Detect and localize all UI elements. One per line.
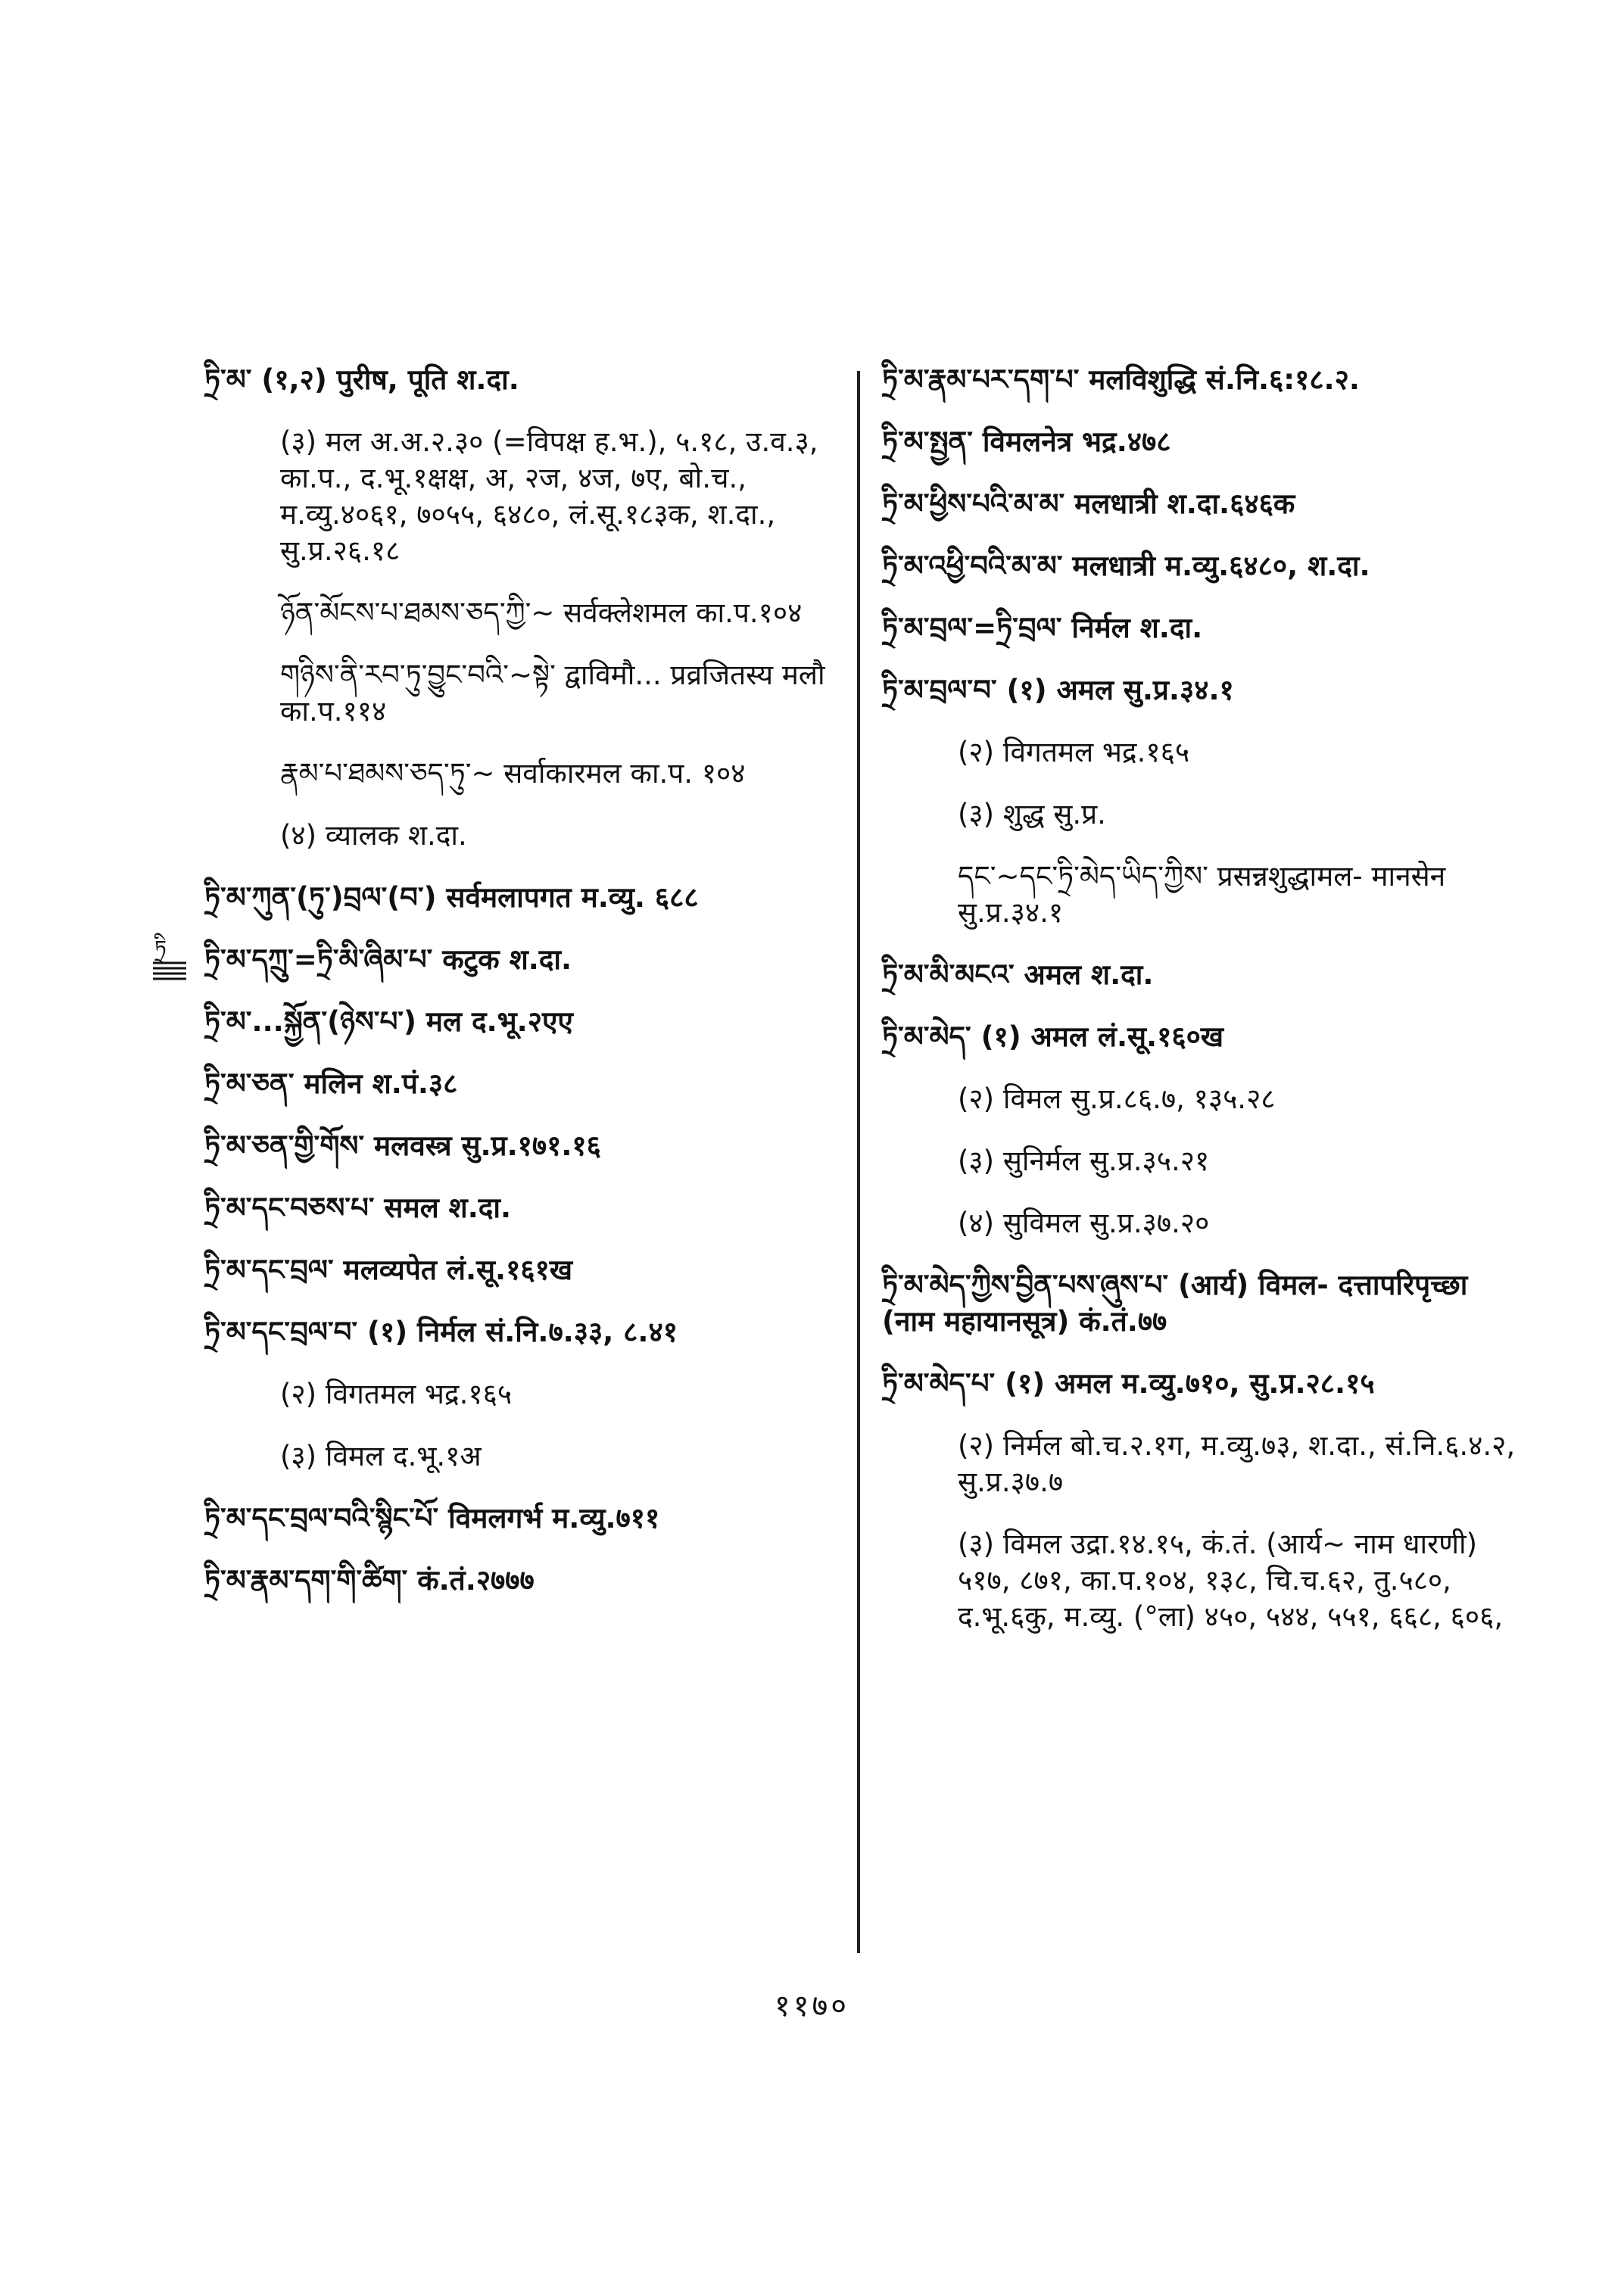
entry-headword: ཏྲི་མ་ (१,२) पुरीष, पूति श.दा.	[204, 363, 519, 396]
entry-phrase: རྣམ་པ་ཐམས་ཅད་ཏུ་~ सर्वाकारमल का.प. १०४	[280, 757, 746, 790]
entry-sense: (२) निर्मल बो.च.२.१ग, म.व्यु.७३, श.दा., सं.नि.६.४.२, सु.प्र.३७.७	[958, 1429, 1516, 1498]
entry-headword: ཏྲི་མ་རྣམ་དག་གི་ཚིག་ कं.तं.२७७७	[204, 1564, 535, 1597]
thumb-index-tab	[150, 933, 189, 983]
entry-headword: ཏྲི་མ་བྲལ་=ཏྲི་བྲལ་ निर्मल श.दा.	[882, 612, 1203, 644]
right-column	[882, 362, 1518, 1661]
entry-phrase: ཉོན་མོངས་པ་ཐམས་ཅད་ཀྱི་~ सर्वक्लेशमल का.प.१०४	[280, 597, 803, 629]
left-column	[204, 362, 840, 1625]
entry-headword: ཏྲི་མ་བྲལ་བ་ (१) अमल सु.प्र.३४.१	[882, 674, 1234, 706]
entry-headword: ཏྲི་མ་དང་བྲལ་ मलव्यपेत लं.सू.१६१ख	[204, 1254, 573, 1286]
entry-sense: (४) व्यालक श.दा.	[280, 819, 467, 852]
entry-headword: ཏྲི་མ་མེད་ཀྱིས་བྱིན་པས་ཞུས་པ་ (आर्य) विमल- दत्तापरिपृच्छा (नाम महायानसूत्र) कं.तं.७७	[882, 1269, 1468, 1338]
entry-sense: (४) सुविमल सु.प्र.३७.२०	[958, 1207, 1210, 1239]
entry-phrase: གཉིས་ནི་རབ་ཏུ་བྱུང་བའི་~སྟེ་ द्वाविमौ... प्रव्रजितस्य मलौ का.प.११४	[280, 659, 825, 727]
entry-sense: (२) विगतमल भद्र.१६५	[280, 1378, 513, 1410]
entry-headword: ཏྲི་མ་འཕྱི་བའི་མ་མ་ मलधात्री म.व्यु.६४८०, श.दा.	[882, 550, 1370, 582]
entry-headword: ཏྲི་མ་རྣམ་པར་དག་པ་ मलविशुद्धि सं.नि.६:१८.२.	[882, 363, 1360, 396]
side-tab-text: ཏྲི	[154, 936, 167, 961]
entry-phrase: དང་~དང་ཏྲི་མེད་ཡིད་ཀྱིས་ प्रसन्नशुद्धामल- मानसेन सु.प्र.३४.१	[958, 860, 1446, 929]
entry-headword: ཏྲི་མ་ཀུན་(ཏུ་)བྲལ་(བ་) सर्वमलापगत म.व्यु. ६८८	[204, 881, 699, 914]
entry-sense: (३) विमल द.भू.१अ	[280, 1440, 482, 1472]
entry-headword: ཏྲི་མ་ཕྱིས་པའི་མ་མ་ मलधात्री श.दा.६४६क	[882, 488, 1295, 520]
entry-headword: ཏྲི་མ་དང་བྲལ་བ་ (१) निर्मल सं.नि.७.३३, ८.४१	[204, 1316, 678, 1348]
page-number: ११७०	[774, 1989, 850, 2024]
entry-headword: ཏྲི་མ་...སྐྱོན་(ཉེས་པ་) मल द.भू.२एए	[204, 1005, 573, 1038]
entry-sense: (२) विगतमल भद्र.१६५	[958, 736, 1190, 768]
entry-headword: ཏྲི་མ་དང་བྲལ་བའི་སྙིང་པོ་ विमलगर्भ म.व्यु.७११	[204, 1502, 660, 1534]
column-divider	[857, 371, 860, 1953]
entry-headword: ཏྲི་མ་དཀྲུ་=ཏྲི་མི་ཞིམ་པ་ कटुक श.दा.	[204, 943, 572, 976]
entry-sense: (२) विमल सु.प्र.८६.७, १३५.२८	[958, 1083, 1276, 1115]
entry-headword: ཏྲི་མ་ཅན་གྱི་གོས་ मलवस्त्र सु.प्र.१७१.१६	[204, 1129, 601, 1162]
entry-headword: ཏྲི་མ་མེད་ (१) अमल लं.सू.१६०ख	[882, 1020, 1224, 1053]
entry-sense: (३) विमल उद्रा.१४.१५, कं.तं. (आर्य~ नाम धारणी) ५१७, ८७१, का.प.१०४, १३८, चि.च.६२, तु.५८०, द.भू.६कु, म.व्यु. (°ला) ४५०, ५४४, ५५१, ६६८, ६०६,	[958, 1528, 1504, 1633]
entry-headword: ཏྲི་མ་མེད་པ་ (१) अमल म.व्यु.७१०, सु.प्र.२८.१५	[882, 1367, 1375, 1400]
entry-headword: ཏྲི་མ་ཅན་ मलिन श.पं.३८	[204, 1067, 458, 1100]
thumb-index-glyph	[150, 933, 189, 983]
entry-headword: ཏྲི་མ་དང་བཅས་པ་ समल श.दा.	[204, 1192, 512, 1224]
entry-headword: ཏྲི་མ་མི་མངའ་ अमल श.दा.	[882, 958, 1154, 991]
entry-sense: (३) शुद्ध सु.प्र.	[958, 798, 1106, 830]
entry-sense: (३) मल अ.अ.२.३० (=विपक्ष ह.भ.), ५.१८, उ.व.३, का.प., द.भू.१क्षक्ष, अ, २ज, ४ज, ७ए, बो.च., म.व्यु.४०६१, ७०५५, ६४८०, लं.सू.१८३क, श.दा., सु.प्र.२६.१८	[280, 425, 818, 567]
entry-headword: ཏྲི་མ་སྤྱན་ विमलनेत्र भद्र.४७८	[882, 425, 1171, 458]
entry-sense: (३) सुनिर्मल सु.प्र.३५.२१	[958, 1145, 1210, 1177]
